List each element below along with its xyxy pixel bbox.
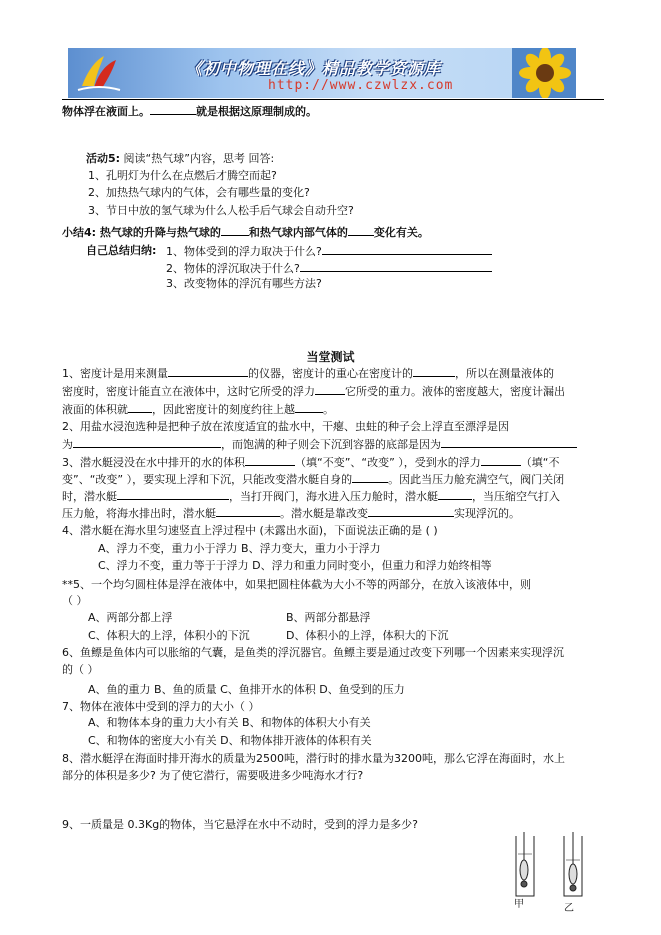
activity5-q2: 2、加热热气球内的气体，会有哪些量的变化? — [88, 186, 310, 199]
logo-icon — [74, 52, 124, 94]
header-divider — [62, 99, 604, 100]
self-summary-q2: 2、物体的浮沉取决于什么? — [166, 261, 492, 276]
figure-label-a: 甲 — [514, 899, 524, 910]
figure-label-b: 乙 — [564, 903, 574, 914]
q3-line2: 变”、“改变” ），要实现上浮和下沉，只能改变潜水艇自身的 。因此当压力舱充满空气，阀门关闭 — [62, 473, 565, 486]
test-title: 当堂测试 — [306, 350, 355, 364]
q1-line3: 液面的体积就 ，因此密度计的刻度约往上越 。 — [62, 403, 334, 416]
q3-line1: 3、潜水艇浸没在水中排开的水的体积 （填“不变”、“改变” ），受到水的浮力 （填“不 — [62, 456, 560, 469]
q5-line2: （ ） — [62, 594, 88, 607]
q7-options-ab: A、和物体本身的重力大小有关 B、和物体的体积大小有关 — [88, 716, 371, 729]
q5-option-c: C、体积大的上浮，体积小的下沉 — [88, 629, 250, 642]
banner-url[interactable]: http://www.czwlzx.com — [268, 78, 454, 93]
activity5-q3: 3、节日中放的氢气球为什么人松手后气球会自动升空? — [88, 204, 354, 217]
hydrometer-diagram — [506, 830, 596, 930]
hydrometer-figure — [506, 830, 596, 930]
q5-option-b: B、两部分都悬浮 — [286, 611, 371, 624]
q8-line2: 部分的体积是多少? 为了使它潜行，需要吸进多少吨海水才行? — [62, 769, 364, 782]
q3-line3: 时，潜水艇 ，当打开阀门，海水进入压力舱时，潜水艇 ，当压缩空气打入 — [62, 490, 560, 503]
q4-options-ab: A、浮力不变，重力小于浮力 B、浮力变大，重力小于浮力 — [98, 542, 381, 555]
top-line: 物体浮在液面上。 就是根据这原理制成的。 — [62, 105, 317, 118]
self-summary-q3: 3、改变物体的浮沉有哪些方法? — [166, 277, 322, 290]
q4: 4、潜水艇在海水里匀速竖直上浮过程中 (未露出水面)，下面说法正确的是 ( ) — [62, 524, 438, 537]
banner-title: 《初中物理在线》精品教学资源库 — [186, 59, 442, 78]
q1-line1: 1、密度计是用来测量 的仪器，密度计的重心在密度计的 ，所以在测量液体的 — [62, 367, 554, 380]
q7-options-cd: C、和物体的密度大小有关 D、和物体排开液体的体积有关 — [88, 734, 372, 747]
q2-line2: 为 ，而饱满的种子则会下沉到容器的底部是因为 — [62, 437, 577, 452]
activity5-q1: 1、孔明灯为什么在点燃后才腾空而起? — [88, 169, 277, 182]
q3-line4: 压力舱，将海水排出时，潜水艇 。潜水艇是靠改变 实现浮沉的。 — [62, 507, 520, 520]
q5-line1: **5、一个均匀圆柱体是浮在液体中，如果把圆柱体截为大小不等的两部分，在放入该液体中，则 — [62, 578, 531, 591]
q2-line1: 2、用盐水浸泡选种是把种子放在浓度适宜的盐水中，干瘪、虫蛀的种子会上浮直至漂浮是因 — [62, 420, 509, 433]
q5-option-a: A、两部分都上浮 — [88, 611, 173, 624]
q5-option-d: D、体积小的上浮，体积大的下沉 — [286, 629, 449, 642]
summary4: 小结4: 热气球的升降与热气球的 和热气球内部气体的 变化有关。 — [62, 226, 429, 239]
activity5-intro: 活动5: 阅读“热气球”内容，思考 回答: — [86, 152, 275, 165]
q6-line2: 的（ ） — [62, 663, 99, 676]
self-summary-label: 自己总结归纳: — [86, 244, 157, 257]
q9: 9、一质量是 0.3Kg的物体，当它悬浮在水中不动时，受到的浮力是多少? — [62, 818, 419, 831]
self-summary-q1: 1、物体受到的浮力取决于什么? — [166, 244, 492, 259]
q4-options-cd: C、浮力不变，重力等于于浮力 D、浮力和重力同时变小，但重力和浮力始终相等 — [98, 559, 492, 572]
sunflower-icon — [512, 48, 576, 98]
q6-line1: 6、鱼鳔是鱼体内可以胀缩的气囊，是鱼类的浮沉器官。鱼鳔主要是通过改变下列哪一个因素来实现浮沉 — [62, 646, 564, 659]
q1-line2: 密度时，密度计能直立在液体中，这时它所受的浮力 它所受的重力。液体的密度越大，密度计漏出 — [62, 385, 565, 398]
q6-options: A、鱼的重力 B、鱼的质量 C、鱼排开水的体积 D、鱼受到的压力 — [88, 683, 405, 696]
header-banner — [68, 48, 576, 98]
q8-line1: 8、潜水艇浮在海面时排开海水的质量为2500吨，潜行时的排水量为3200吨，那么它浮在海面时，水上 — [62, 752, 565, 765]
q7: 7、物体在液体中受到的浮力的大小（ ） — [62, 700, 260, 713]
